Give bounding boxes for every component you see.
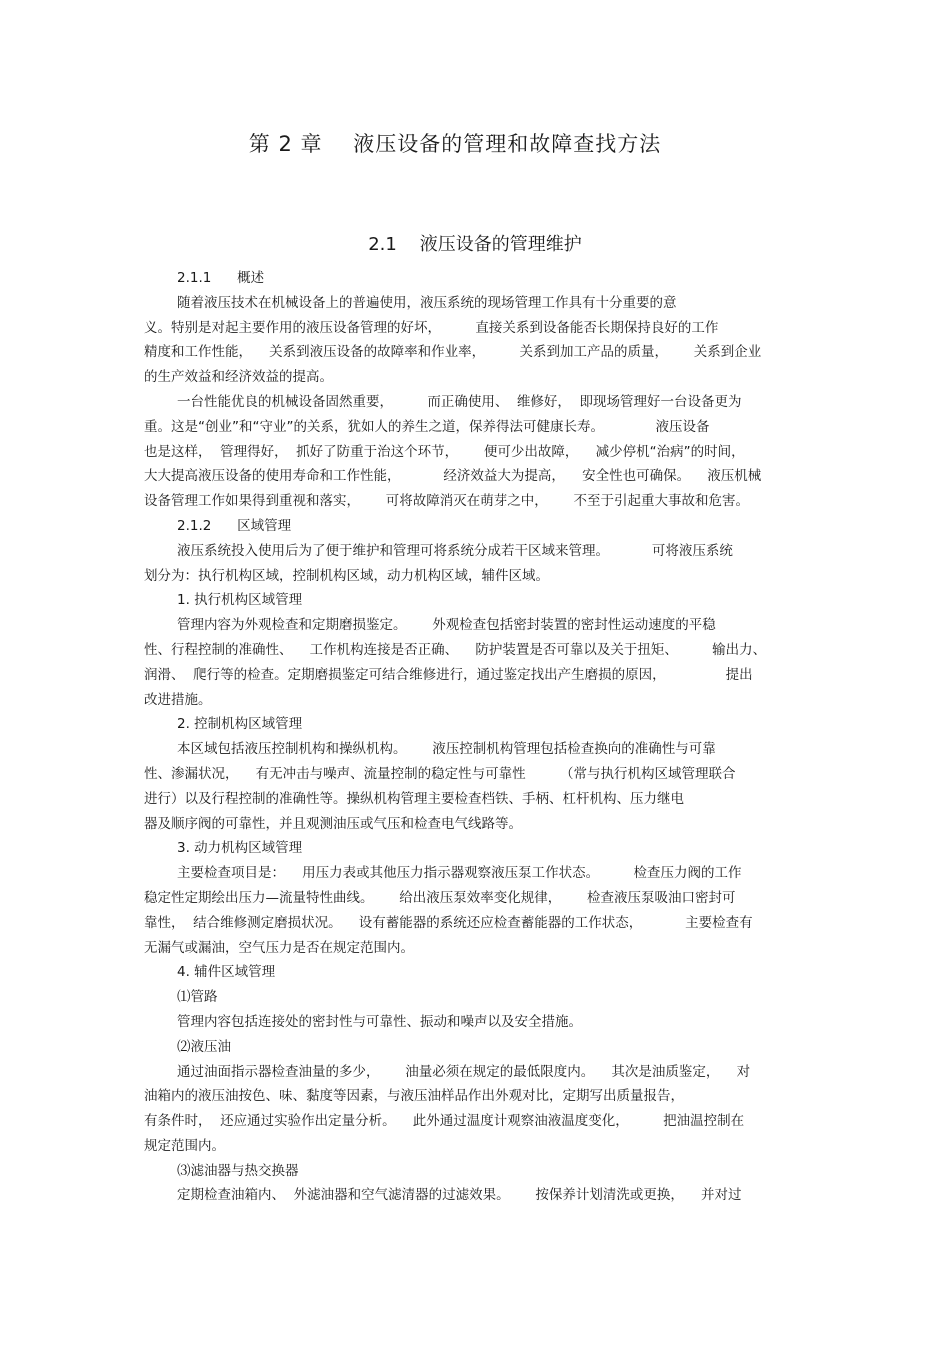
text-line: 也是这样， 管理得好， 抓好了防重于治这个环节， 便可少出故障， 减少停机“治病”的时间， — [144, 443, 745, 460]
text-line: 2. 控制机构区域管理 — [177, 716, 303, 733]
text-line: 义。特别是对起主要作用的液压设备管理的好坏， 直接关系到设备能否长期保持良好的工作 — [144, 319, 719, 336]
section-title: 2.1 液压设备的管理维护 — [368, 234, 582, 255]
text-line: 性、渗漏状况， 有无冲击与噪声、流量控制的稳定性与可靠性 （常与执行机构区域管理联合 — [144, 765, 736, 782]
text-line: 靠性， 结合维修测定磨损状况。 设有蓄能器的系统还应检查蓄能器的工作状态， 主要检查有 — [144, 914, 753, 931]
text-line: 划分为：执行机构区域，控制机构区域，动力机构区域，辅件区域。 — [144, 567, 549, 584]
text-line: 2.1.1 概述 — [177, 270, 265, 286]
text-line: ⑶滤油器与热交换器 — [177, 1162, 299, 1179]
text-line: 有条件时， 还应通过实验作出定量分析。 此外通过温度计观察油液温度变化， 把油温控制在 — [144, 1113, 745, 1130]
text-line: 主要检查项目是： 用压力表或其他压力指示器观察液压泵工作状态。 检查压力阀的工作 — [177, 865, 742, 882]
text-line: 器及顺序阀的可靠性，并且观测油压或气压和检查电气线路等。 — [144, 815, 522, 832]
text-line: 通过油面指示器检查油量的多少， 油量必须在规定的最低限度内。 其次是油质鉴定， 对 — [177, 1063, 751, 1080]
text-line: 重。这是“创业”和“守业”的关系，犹如人的养生之道，保养得法可健康长寿。 液压设备 — [144, 418, 710, 435]
text-line: ⑴管路 — [177, 989, 218, 1006]
text-line: 精度和工作性能， 关系到液压设备的故障率和作业率， 关系到加工产品的质量， 关系到企业 — [144, 344, 762, 361]
text-line: 3. 动力机构区域管理 — [177, 840, 303, 857]
text-line: 的生产效益和经济效益的提高。 — [144, 369, 333, 386]
text-line: 一台性能优良的机械设备固然重要， 而正确使用、 维修好， 即现场管理好一台设备更为 — [177, 393, 742, 410]
text-line: 稳定性定期绘出压力—流量特性曲线。 给出液压泵效率变化规律， 检查液压泵吸油口密封可 — [144, 889, 736, 906]
text-line: 管理内容为外观检查和定期磨损鉴定。 外观检查包括密封装置的密封性运动速度的平稳 — [177, 617, 716, 634]
text-line: 管理内容包括连接处的密封性与可靠性、振动和噪声以及安全措施。 — [177, 1013, 582, 1030]
text-line: 定期检查油箱内、 外滤油器和空气滤清器的过滤效果。 按保养计划清洗或更换， 并对过 — [177, 1187, 742, 1204]
chapter-title: 第 2 章 液压设备的管理和故障查找方法 — [248, 132, 662, 156]
text-line: 1. 执行机构区域管理 — [177, 592, 303, 609]
text-line: ⑵液压油 — [177, 1038, 231, 1055]
text-line: 本区域包括液压控制机构和操纵机构。 液压控制机构管理包括检查换向的准确性与可靠 — [177, 741, 716, 758]
text-line: 规定范围内。 — [144, 1137, 225, 1154]
text-line: 无漏气或漏油，空气压力是否在规定范围内。 — [144, 939, 414, 956]
text-line: 润滑、 爬行等的检查。定期磨损鉴定可结合维修进行，通过鉴定找出产生磨损的原因， 提出 — [144, 666, 753, 683]
text-line: 设备管理工作如果得到重视和落实， 可将故障消灭在萌芽之中， 不至于引起重大事故和危害。 — [144, 493, 749, 510]
text-line: 油箱内的液压油按色、味、黏度等因素，与液压油样品作出外观对比，定期写出质量报告， — [144, 1088, 684, 1105]
text-line: 改进措施。 — [144, 691, 212, 708]
text-line: 大大提高液压设备的使用寿命和工作性能， 经济效益大为提高， 安全性也可确保。 液压机械 — [144, 468, 762, 485]
text-line: 随着液压技术在机械设备上的普遍使用，液压系统的现场管理工作具有十分重要的意 — [177, 294, 677, 311]
text-line: 2.1.2 区域管理 — [177, 517, 292, 534]
text-line: 进行）以及行程控制的准确性等。操纵机构管理主要检查档铁、手柄、杠杆机构、压力继电 — [144, 790, 684, 807]
document-body — [144, 266, 809, 1208]
text-line: 性、行程控制的准确性、 工作机构连接是否正确、 防护装置是否可靠以及关于扭矩、 输出力、 — [144, 641, 767, 658]
text-line: 液压系统投入使用后为了便于维护和管理可将系统分成若干区域来管理。 可将液压系统 — [177, 542, 733, 559]
text-line: 4. 辅件区域管理 — [177, 964, 276, 981]
